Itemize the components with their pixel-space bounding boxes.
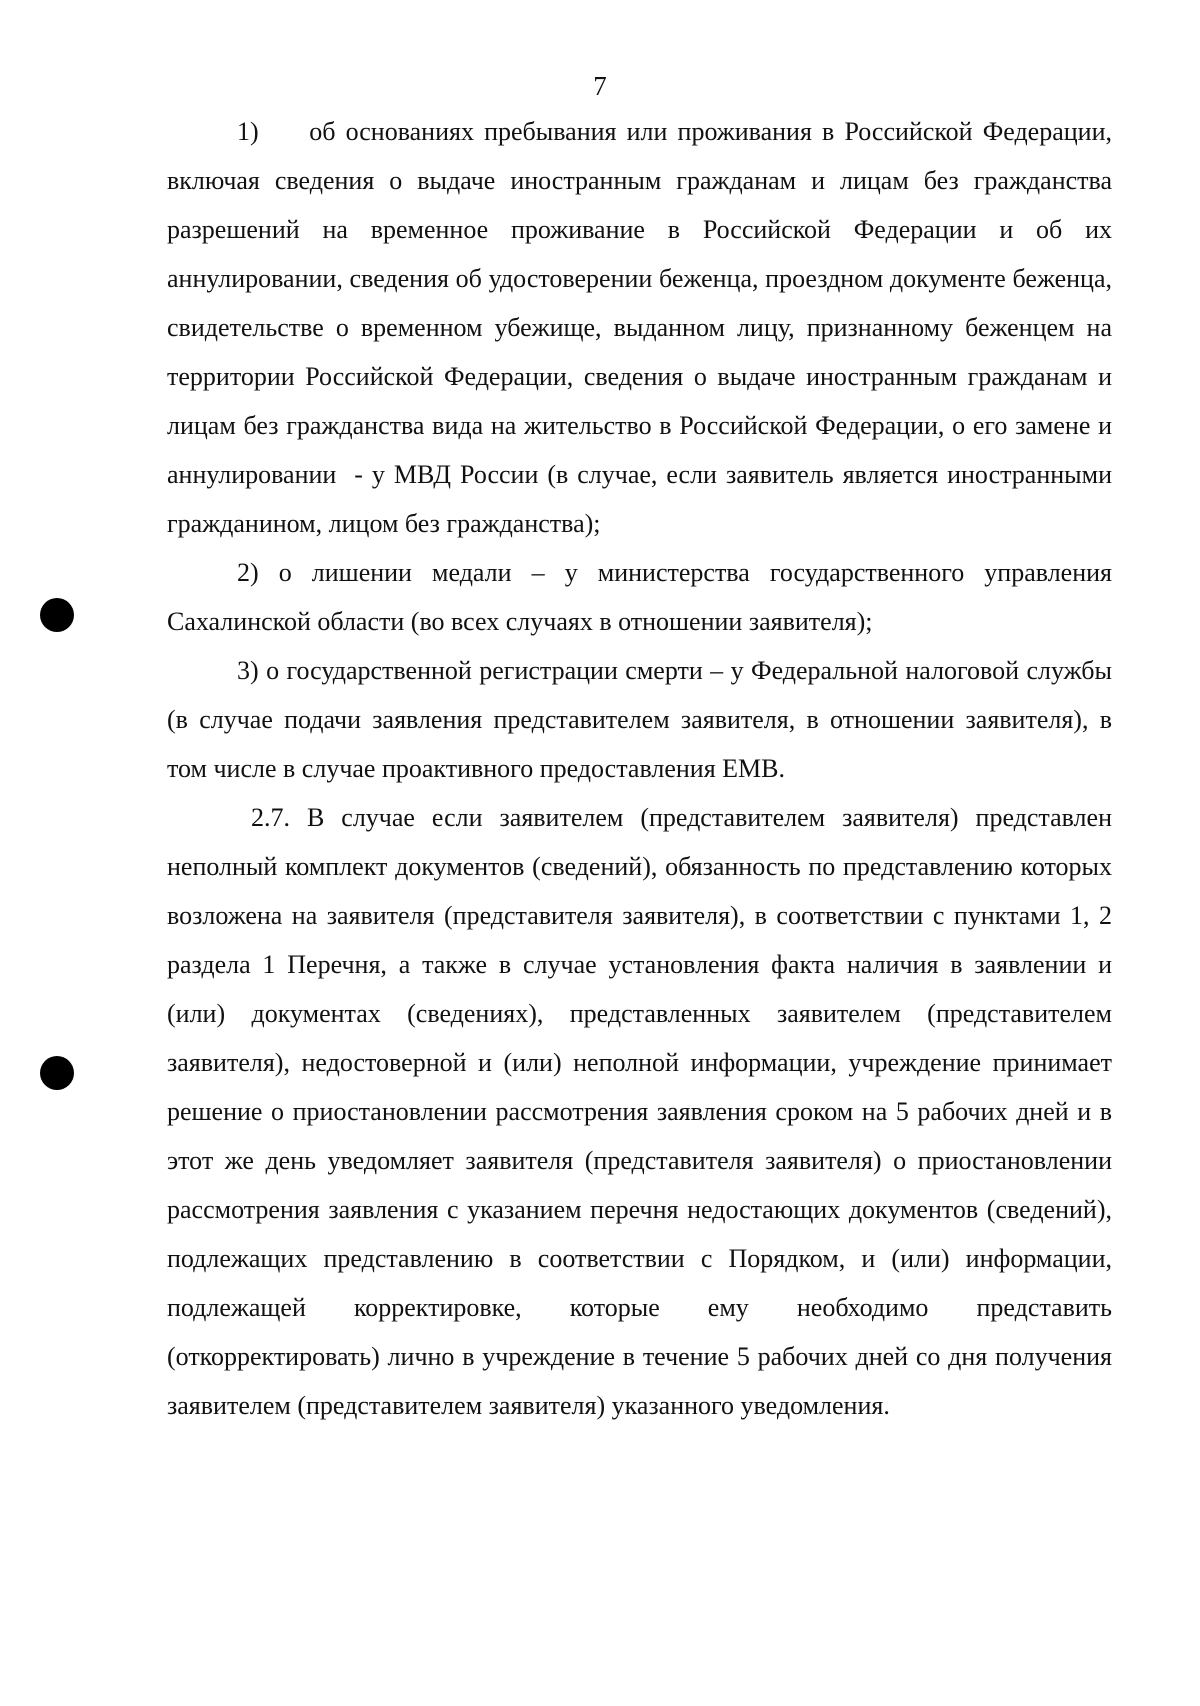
punch-hole-mark (40, 1056, 74, 1090)
punch-hole-mark (40, 598, 74, 632)
paragraph-item-3: 3) о государственной регистрации смерти – у Федеральной налоговой службы (в случае подачи заявления представителем заявителя, в отношении заявителя), в том числе в случае проактивного предоставления ЕМВ. (167, 656, 1112, 783)
paragraph-item-2: 2) о лишении медали – у министерства государственного управления Сахалинской области (во всех случаях в отношении заявителя); (167, 558, 1112, 636)
page-number: 7 (593, 71, 607, 101)
document-body (167, 107, 1112, 1430)
paragraph-section-2-7: 2.7. В случае если заявителем (представителем заявителя) представлен неполный комплект документов (сведений), обязанность по представлению которых возложена на заявителя (представителя заявителя), в соответствии с пунктами 1, 2 раздела 1 Перечня, а также в случае установления факта наличия в заявлении и (или) документах (сведениях), представленных заявителем (представителем заявителя), недостоверной и (или) неполной информации, учреждение принимает решение о приостановлении рассмотрения заявления сроком на 5 рабочих дней и в этот же день уведомляет заявителя (представителя заявителя) о приостановлении рассмотрения заявления с указанием перечня недостающих документов (сведений), подлежащих представлению в соответствии с Порядком, и (или) информации, подлежащей корректировке, которые ему необходимо представить (откорректировать) лично в учреждение в течение 5 рабочих дней со дня получения заявителем (представителем заявителя) указанного уведомления. (167, 803, 1112, 1420)
paragraph-item-1: 1) об основаниях пребывания или проживания в Российской Федерации, включая сведения о выдаче иностранным гражданам и лицам без гражданства разрешений на временное проживание в Российской Федерации и об их аннулировании, сведения об удостоверении беженца, проездном документе беженца, свидетельстве о временном убежище, выданном лицу, признанному беженцем на территории Российской Федерации, сведения о выдаче иностранным гражданам и лицам без гражданства вида на жительство в Российской Федерации, о его замене и аннулировании - у МВД России (в случае, если заявитель является иностранными гражданином, лицом без гражданства); (167, 117, 1112, 538)
